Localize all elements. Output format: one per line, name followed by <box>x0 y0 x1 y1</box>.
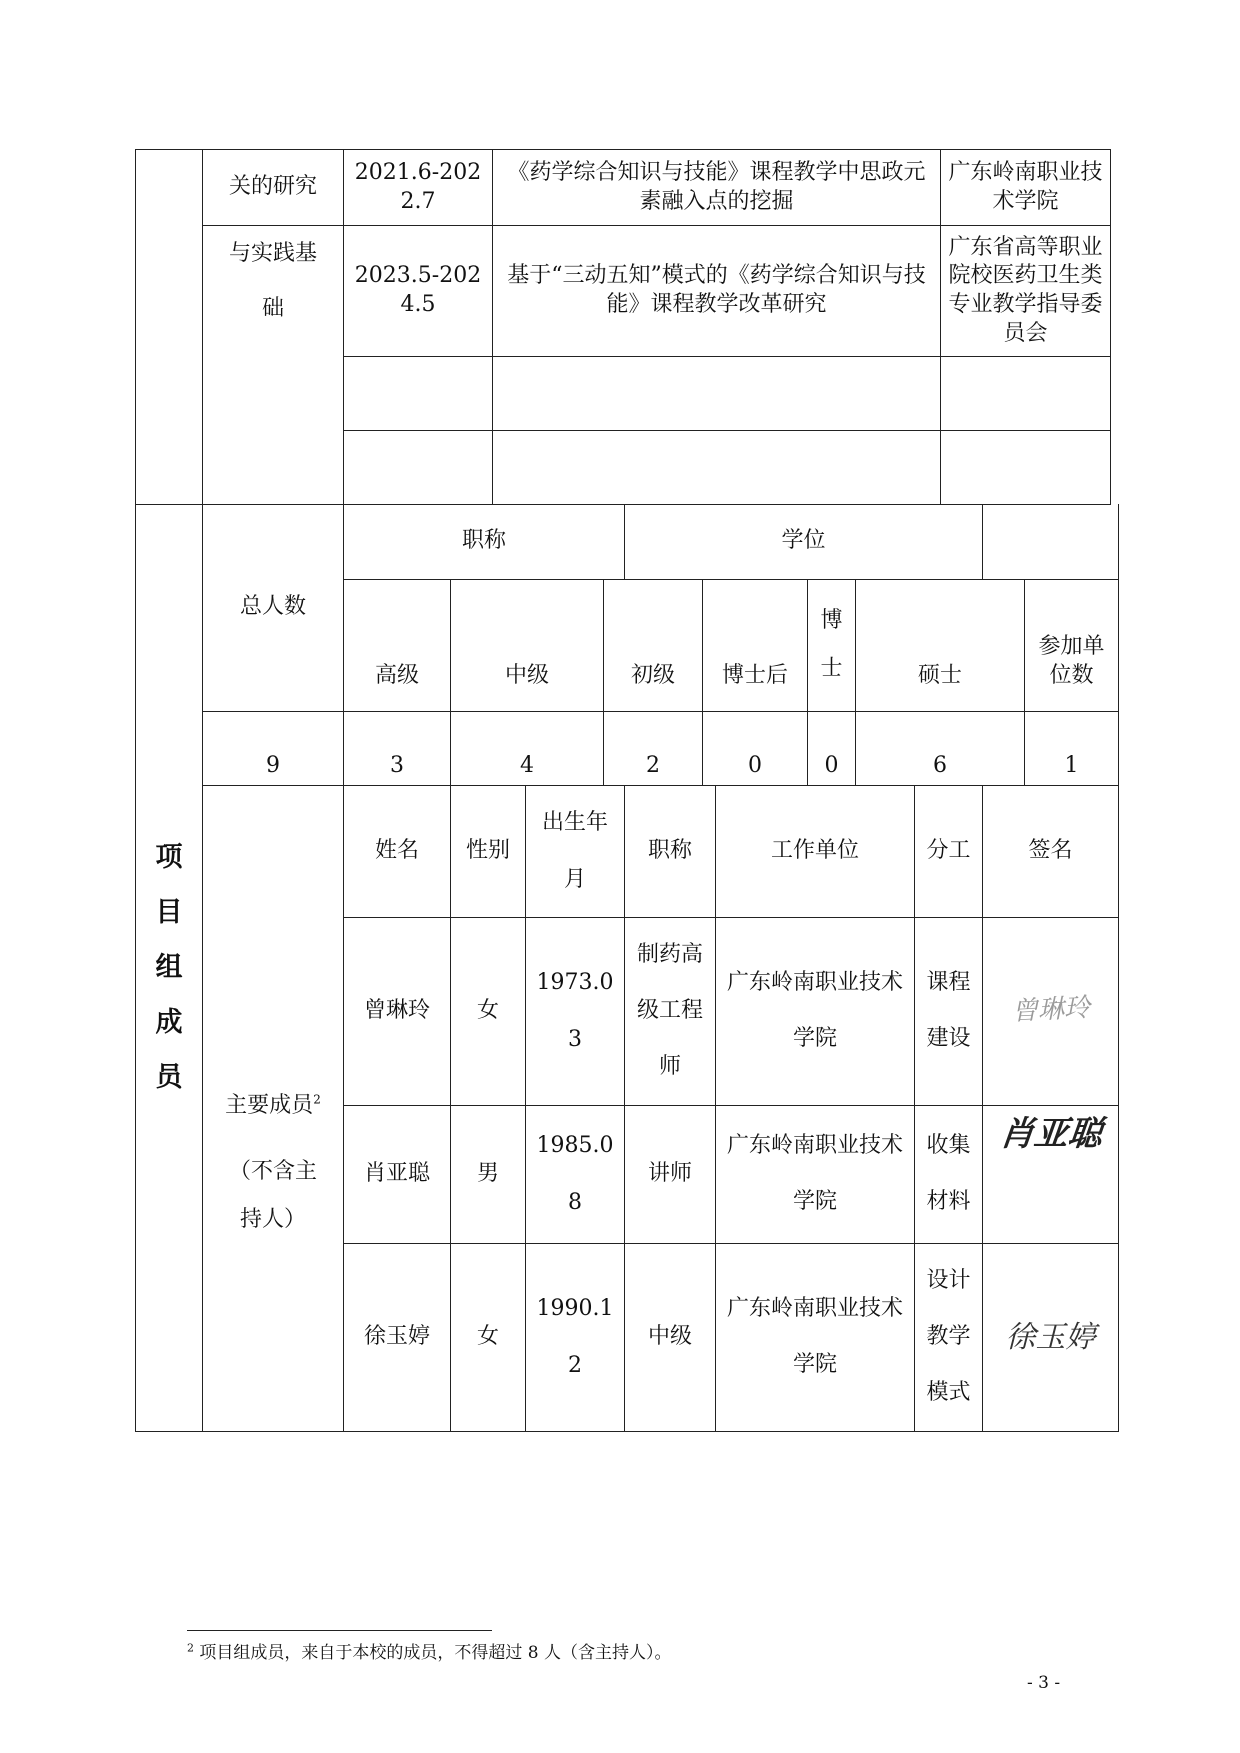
team-section-char-1: 项 <box>155 841 183 873</box>
member-3-gender: 女 <box>451 1243 526 1431</box>
count-master: 6 <box>856 711 1025 785</box>
research-org-empty-2 <box>941 431 1111 505</box>
member-3-signature <box>983 1243 1119 1431</box>
member-1-role: 课程建设 <box>915 917 983 1105</box>
members-label-text: 主要成员 <box>225 1093 314 1119</box>
research-title-1: 《药学综合知识与技能》课程教学中思政元素融入点的挖掘 <box>493 150 941 226</box>
team-table <box>135 504 1119 1432</box>
member-3-title: 中级 <box>625 1243 716 1431</box>
header-workplace: 工作单位 <box>716 785 915 917</box>
members-note-mark: 2 <box>313 1092 321 1107</box>
member-2-gender: 男 <box>451 1105 526 1243</box>
research-label-line3: 础 <box>261 295 284 321</box>
phd-char-1: 博 <box>820 607 843 633</box>
page-number: - 3 - <box>1027 1673 1061 1693</box>
research-org-1: 广东岭南职业技术学院 <box>941 150 1111 226</box>
count-junior: 2 <box>604 711 703 785</box>
research-org-2: 广东省高等职业院校医药卫生类专业教学指导委员会 <box>941 226 1111 357</box>
blank-header <box>983 504 1119 579</box>
team-section-char-4: 成 <box>155 1006 183 1038</box>
member-3-birth: 1990.12 <box>526 1243 625 1431</box>
member-3-role: 设计教学模式 <box>915 1243 983 1431</box>
research-title-2: 基于“三动五知”模式的《药学综合知识与技能》课程教学改革研究 <box>493 226 941 357</box>
member-2-signature <box>983 1105 1119 1243</box>
member-3-workplace: 广东岭南职业技术学院 <box>716 1243 915 1431</box>
research-title-empty-1 <box>493 357 941 431</box>
count-postdoc: 0 <box>703 711 808 785</box>
team-section-label <box>136 504 203 1431</box>
research-label-rest <box>203 226 344 505</box>
section-column-empty <box>136 150 203 505</box>
count-senior: 3 <box>344 711 451 785</box>
research-label-line1: 关的研究 <box>203 150 344 226</box>
member-2-workplace: 广东岭南职业技术学院 <box>716 1105 915 1243</box>
member-2-name: 肖亚聪 <box>344 1105 451 1243</box>
header-name: 姓名 <box>344 785 451 917</box>
team-section-char-3: 组 <box>155 951 183 983</box>
count-phd: 0 <box>808 711 856 785</box>
team-section-char-5: 员 <box>155 1061 183 1093</box>
member-2-title: 讲师 <box>625 1105 716 1243</box>
senior-label: 高级 <box>344 579 451 711</box>
postdoc-label: 博士后 <box>703 579 808 711</box>
junior-label: 初级 <box>604 579 703 711</box>
footnote-text: 项目组成员，来自于本校的成员，不得超过 8 人（含主持人）。 <box>199 1643 672 1663</box>
team-section-char-2: 目 <box>155 896 183 928</box>
master-label: 硕士 <box>856 579 1025 711</box>
header-signature: 签名 <box>983 785 1119 917</box>
phd-label <box>808 579 856 711</box>
count-middle: 4 <box>451 711 604 785</box>
header-birth: 出生年月 <box>526 785 625 917</box>
member-1-title: 制药高级工程师 <box>625 917 716 1105</box>
member-3-signature-image: 徐玉婷 <box>1005 1319 1096 1355</box>
count-total: 9 <box>203 711 344 785</box>
count-units: 1 <box>1025 711 1119 785</box>
member-1-signature-image: 曾琳玲 <box>1010 993 1091 1028</box>
header-title: 职称 <box>625 785 716 917</box>
research-period-1: 2021.6-2022.7 <box>344 150 493 226</box>
member-1-name: 曾琳玲 <box>344 917 451 1105</box>
footnote-rule <box>187 1630 492 1631</box>
member-1-birth: 1973.03 <box>526 917 625 1105</box>
members-label-note: （不含主持人） <box>228 1159 317 1233</box>
research-title-empty-2 <box>493 431 941 505</box>
units-label: 参加单位数 <box>1025 579 1119 711</box>
header-gender: 性别 <box>451 785 526 917</box>
research-period-2: 2023.5-2024.5 <box>344 226 493 357</box>
member-1-signature <box>983 917 1119 1105</box>
footnote-mark: 2 <box>187 1641 194 1655</box>
header-role: 分工 <box>915 785 983 917</box>
member-2-signature-image: 肖亚聪 <box>997 1113 1104 1154</box>
research-label-line2: 与实践基 <box>228 241 317 266</box>
member-1-gender: 女 <box>451 917 526 1105</box>
member-1-workplace: 广东岭南职业技术学院 <box>716 917 915 1105</box>
research-basis-table <box>135 149 1111 505</box>
research-org-empty-1 <box>941 357 1111 431</box>
title-header: 职称 <box>344 504 625 579</box>
footnote <box>187 1638 672 1663</box>
research-period-empty-1 <box>344 357 493 431</box>
middle-label: 中级 <box>451 579 604 711</box>
member-2-role: 收集材料 <box>915 1105 983 1243</box>
members-label <box>203 785 344 1431</box>
phd-char-2: 士 <box>820 656 843 681</box>
research-period-empty-2 <box>344 431 493 505</box>
member-2-birth: 1985.08 <box>526 1105 625 1243</box>
member-3-name: 徐玉婷 <box>344 1243 451 1431</box>
total-label: 总人数 <box>203 504 344 711</box>
degree-header: 学位 <box>625 504 983 579</box>
